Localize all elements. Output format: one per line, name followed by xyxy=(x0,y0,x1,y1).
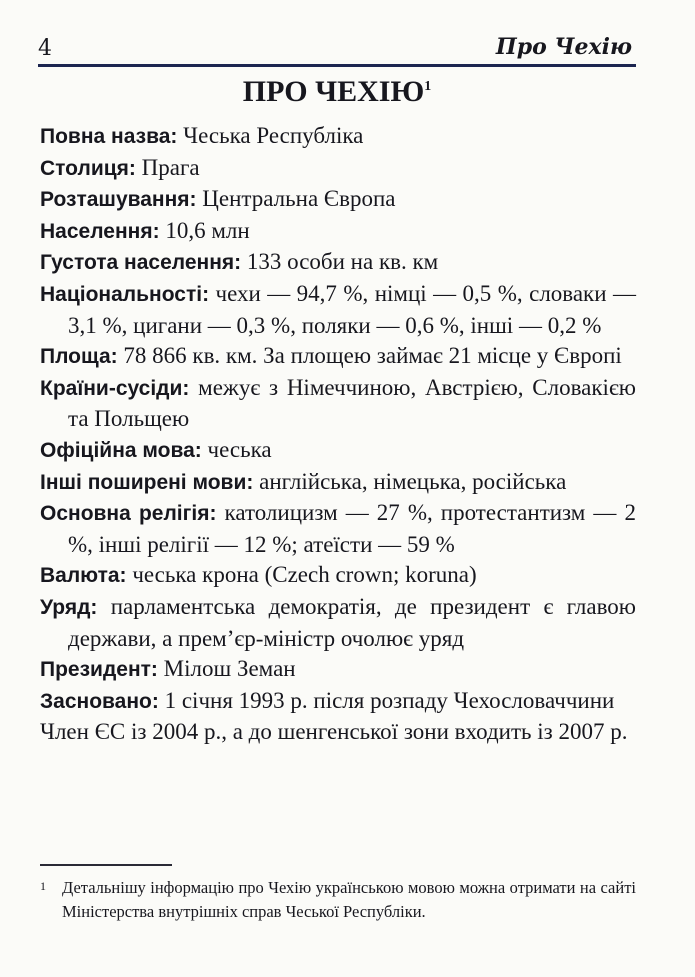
fact-value: чехи — 94,7 %, німці — 0,5 %, словаки — 3,1 %, цигани — 0,3 %, поляки — 0,6 %, інші — 0,2 % xyxy=(68,280,636,338)
fact-value: Прага xyxy=(135,154,200,180)
fact-full-name xyxy=(40,121,636,153)
fact-neighbours xyxy=(40,373,636,435)
running-header xyxy=(38,30,636,66)
fact-value: Центральна Європа xyxy=(196,186,396,212)
page-number: 4 xyxy=(38,36,52,61)
fact-value: 1 січня 1993 р. після розпаду Чехословаччини xyxy=(158,687,615,713)
fact-label: Засновано: xyxy=(40,689,159,713)
fact-capital xyxy=(40,153,636,185)
fact-president xyxy=(40,654,636,686)
fact-value: чеська xyxy=(201,436,272,462)
fact-label: Інші поширені мови: xyxy=(40,470,254,494)
footnote-text: Детальнішу інформацію про Чехію українською мовою можна отримати на сайті Міністерства внутрішніх справ Чеської Республіки. xyxy=(62,878,636,921)
fact-founded xyxy=(40,686,636,718)
fact-value: чеська крона (Czech crown; koruna) xyxy=(126,562,477,588)
header-rule xyxy=(38,64,636,67)
section-title xyxy=(38,72,636,112)
fact-label: Столиця: xyxy=(40,156,136,180)
fact-label: Офіційна мова: xyxy=(40,438,202,462)
fact-population xyxy=(40,216,636,248)
fact-label: Густота населення: xyxy=(40,251,242,275)
fact-label: Площа: xyxy=(40,345,118,369)
fact-label: Уряд: xyxy=(40,595,98,619)
fact-population-density xyxy=(40,247,636,279)
fact-value: 10,6 млн xyxy=(159,217,250,243)
fact-value: католицизм — 27 %, протестантизм — 2 %, інші релігії — 12 %; атеїсти — 59 % xyxy=(68,500,636,557)
footnote xyxy=(40,876,636,924)
fact-religion xyxy=(40,498,636,560)
fact-value: межує з Німеччиною, Австрією, Словакією та Польщею xyxy=(68,374,636,432)
fact-nationalities xyxy=(40,279,636,341)
title-footnote-ref: 1 xyxy=(424,79,432,94)
fact-value: 78 866 кв. км. За площею займає 21 місце у Європі xyxy=(117,343,622,369)
fact-other-languages xyxy=(40,467,636,499)
fact-value: англійська, німецька, російська xyxy=(253,468,567,494)
fact-label: Валюта: xyxy=(40,564,127,588)
fact-value: Чеська Республіка xyxy=(177,123,364,148)
fact-value: Член ЄС із 2004 р., а до шенгенської зони входить із 2007 р. xyxy=(40,719,628,745)
footnote-mark: 1 xyxy=(40,879,46,893)
fact-label: Національності: xyxy=(40,282,210,306)
fact-label: Повна назва: xyxy=(40,125,178,148)
running-title: Про Чехію xyxy=(495,34,632,60)
footnote-rule xyxy=(40,864,172,866)
fact-location xyxy=(40,184,636,216)
section-title-text: ПРО ЧЕХІЮ xyxy=(242,75,425,108)
fact-list xyxy=(40,121,636,749)
fact-official-language xyxy=(40,435,636,467)
fact-label: Країни-сусіди: xyxy=(40,376,190,400)
fact-currency xyxy=(40,560,636,592)
fact-label: Президент: xyxy=(40,658,158,682)
fact-government xyxy=(40,592,636,654)
fact-value: парламентська демократія, де президент є главою держави, а прем’єр-міністр очолює уряд xyxy=(68,593,636,651)
fact-eu-membership xyxy=(40,717,636,749)
fact-area xyxy=(40,341,636,373)
fact-value: 133 особи на кв. км xyxy=(241,249,439,275)
fact-label: Розташування: xyxy=(40,188,197,212)
fact-label: Населення: xyxy=(40,219,160,243)
fact-value: Мілош Земан xyxy=(157,656,296,682)
fact-label: Основна релігія: xyxy=(40,502,217,526)
